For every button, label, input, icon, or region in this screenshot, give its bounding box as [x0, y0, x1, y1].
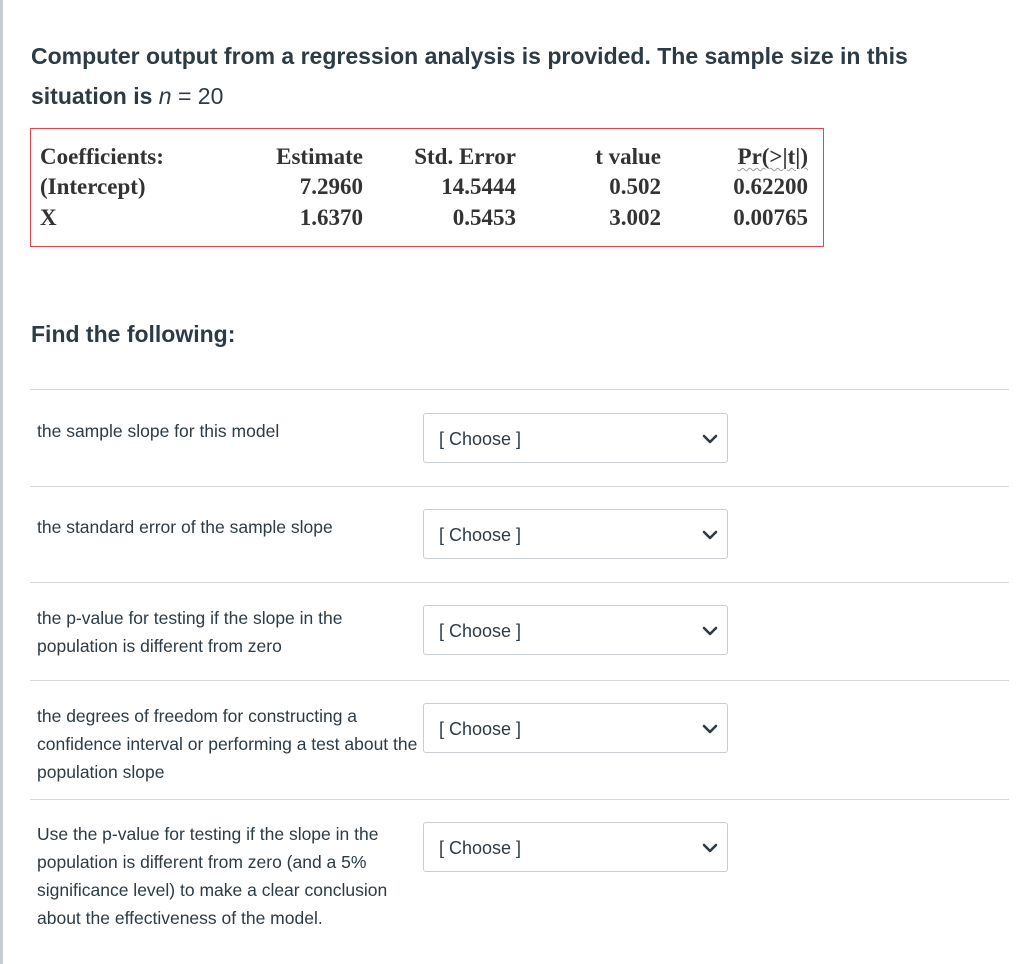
- header-coefficients: Coefficients:: [40, 144, 164, 169]
- row-label: X: [40, 205, 57, 230]
- chevron-down-icon: [702, 527, 718, 543]
- divider: [30, 799, 1009, 800]
- divider: [30, 486, 1009, 487]
- x-std-error: 0.5453: [452, 205, 516, 230]
- question-4-text: the degrees of freedom for constructing a confidence interval or performing a test about the population slope: [37, 706, 418, 782]
- question-3-select[interactable]: [423, 605, 728, 655]
- question-2-selected-value: [ Choose ]: [439, 525, 522, 545]
- header-t-value: t value: [595, 144, 661, 169]
- regression-output-table: [30, 128, 824, 247]
- intro-line-1: Computer output from a regression analysis is provided. The sample size in this: [31, 43, 908, 69]
- header-estimate: Estimate: [276, 144, 363, 169]
- question-4-selected-value: [ Choose ]: [439, 719, 522, 739]
- x-t-value: 3.002: [609, 205, 661, 230]
- find-heading: Find the following:: [31, 321, 236, 347]
- chevron-down-icon: [702, 721, 718, 737]
- question-5-selected-value: [ Choose ]: [439, 838, 522, 858]
- question-2-text: the standard error of the sample slope: [37, 517, 333, 537]
- divider: [30, 389, 1009, 390]
- output-header-row: [31, 142, 823, 172]
- question-2-select[interactable]: [423, 509, 728, 559]
- chevron-down-icon: [702, 431, 718, 447]
- x-p-value: 0.00765: [733, 205, 808, 230]
- x-estimate: 1.6370: [299, 205, 363, 230]
- page-left-border: [0, 0, 3, 964]
- question-intro: [31, 36, 991, 116]
- row-label: (Intercept): [40, 174, 146, 199]
- sample-size-value: = 20: [171, 83, 224, 109]
- intro-line-2: [31, 76, 991, 116]
- sample-size-variable: n: [158, 83, 172, 109]
- question-1-selected-value: [ Choose ]: [439, 429, 522, 449]
- question-3-selected-value: [ Choose ]: [439, 621, 522, 641]
- question-1-text: the sample slope for this model: [37, 421, 280, 441]
- question-5-select[interactable]: [423, 822, 728, 872]
- question-1-select[interactable]: [423, 413, 728, 463]
- output-row-x: [31, 203, 823, 233]
- intro-line-2-prefix: situation is: [31, 83, 159, 109]
- question-5-text: Use the p-value for testing if the slope in the population is different from zero (and a 5% significance level) to make a clear conclusion about the effectiveness of the model.: [37, 824, 388, 928]
- intercept-p-value: 0.62200: [733, 174, 808, 199]
- divider: [30, 582, 1009, 583]
- chevron-down-icon: [702, 623, 718, 639]
- divider: [30, 680, 1009, 681]
- header-std-error: Std. Error: [414, 144, 516, 169]
- question-3-text: the p-value for testing if the slope in the population is different from zero: [37, 608, 343, 656]
- chevron-down-icon: [702, 840, 718, 856]
- intercept-estimate: 7.2960: [299, 174, 363, 199]
- intercept-t-value: 0.502: [609, 174, 661, 199]
- header-p-value: Pr(>|t|): [737, 144, 808, 169]
- intercept-std-error: 14.5444: [441, 174, 516, 199]
- question-4-select[interactable]: [423, 703, 728, 753]
- output-row-intercept: [31, 172, 823, 202]
